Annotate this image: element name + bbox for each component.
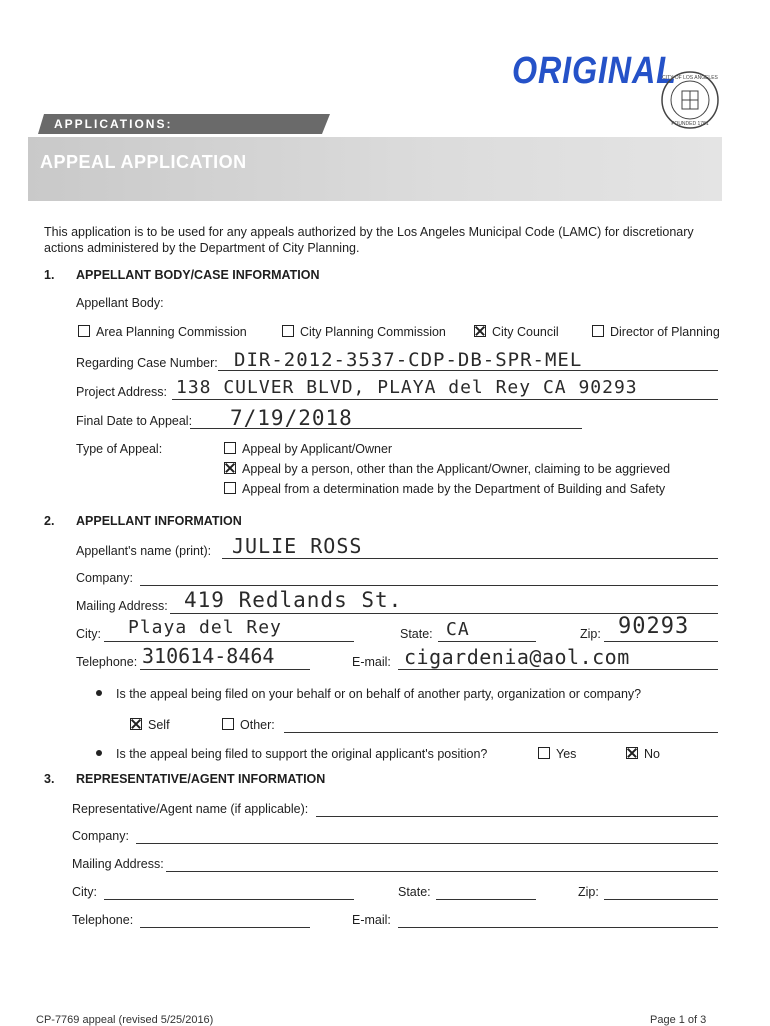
applications-label: APPLICATIONS: xyxy=(54,117,173,131)
rep-telephone-field[interactable] xyxy=(140,927,310,928)
checkbox-no[interactable] xyxy=(626,747,638,759)
email-label: E-mail: xyxy=(352,655,391,669)
zip-label: Zip: xyxy=(580,627,601,641)
zip-value[interactable]: 90293 xyxy=(618,614,690,639)
project-address-value[interactable]: 138 CULVER BLVD, PLAYA del Rey CA 90293 xyxy=(176,377,638,398)
checkbox-self[interactable] xyxy=(130,718,142,730)
svg-text:CITY OF LOS ANGELES: CITY OF LOS ANGELES xyxy=(662,75,718,81)
checkbox-director[interactable] xyxy=(592,325,604,337)
section-2-heading: APPELLANT INFORMATION xyxy=(76,514,242,528)
rep-zip-label: Zip: xyxy=(578,885,599,899)
state-value[interactable]: CA xyxy=(446,619,470,640)
body-option-city-council[interactable]: City Council xyxy=(474,325,559,339)
section-3-heading: REPRESENTATIVE/AGENT INFORMATION xyxy=(76,772,326,786)
page-title: APPEAL APPLICATION xyxy=(40,152,247,172)
checkbox-city-council[interactable] xyxy=(474,325,486,337)
case-number-value[interactable]: DIR-2012-3537-CDP-DB-SPR-MEL xyxy=(234,349,583,371)
checkbox-appeal-owner[interactable] xyxy=(224,442,236,454)
question-behalf: Is the appeal being filed on your behalf or on behalf of another party, organization or company? xyxy=(96,687,641,701)
project-address-label: Project Address: xyxy=(76,385,168,399)
rep-email-field[interactable] xyxy=(398,927,718,928)
bullet-icon xyxy=(96,750,102,756)
type-option-building[interactable]: Appeal from a determination made by the Department of Building and Safety xyxy=(224,482,665,496)
checkbox-city-planning[interactable] xyxy=(282,325,294,337)
rep-city-field[interactable] xyxy=(104,899,354,900)
rep-city-label: City: xyxy=(72,885,97,899)
intro-text: This application is to be used for any appeals authorized by the Los Angeles Municipal Code (LAMC) for discretionary actions administered by the Department of City Planning. xyxy=(44,225,694,255)
rep-company-field[interactable] xyxy=(136,843,718,844)
city-seal-icon xyxy=(660,70,720,130)
rep-state-field[interactable] xyxy=(436,899,536,900)
type-option-owner[interactable]: Appeal by Applicant/Owner xyxy=(224,442,392,456)
rep-zip-field[interactable] xyxy=(604,899,718,900)
svg-text:FOUNDED 1781: FOUNDED 1781 xyxy=(671,121,709,127)
footer-form-id: CP-7769 appeal (revised 5/25/2016) xyxy=(36,1014,214,1026)
rep-state-label: State: xyxy=(398,885,431,899)
state-label: State: xyxy=(400,627,433,641)
checkbox-appeal-building[interactable] xyxy=(224,482,236,494)
footer-page-number: Page 1 of 3 xyxy=(650,1014,707,1026)
city-label: City: xyxy=(76,627,101,641)
type-of-appeal-label: Type of Appeal: xyxy=(76,442,163,456)
appellant-name-value[interactable]: JULIE ROSS xyxy=(232,534,363,558)
option-other[interactable]: Other: xyxy=(222,718,275,732)
final-date-value[interactable]: 7/19/2018 xyxy=(230,406,353,430)
checkbox-yes[interactable] xyxy=(538,747,550,759)
rep-telephone-label: Telephone: xyxy=(72,913,134,927)
section-3-number: 3. xyxy=(44,772,55,786)
section-2-number: 2. xyxy=(44,514,55,528)
company-label: Company: xyxy=(76,571,133,585)
appellant-name-label: Appellant's name (print): xyxy=(76,544,212,558)
option-no[interactable]: No xyxy=(626,747,660,761)
telephone-value[interactable]: 310614-8464 xyxy=(142,644,275,668)
mailing-address-value[interactable]: 419 Redlands St. xyxy=(184,588,403,612)
city-value[interactable]: Playa del Rey xyxy=(128,617,282,638)
option-yes[interactable]: Yes xyxy=(538,747,576,761)
final-date-label: Final Date to Appeal: xyxy=(76,414,193,428)
section-1-heading: APPELLANT BODY/CASE INFORMATION xyxy=(76,268,320,282)
body-option-director[interactable]: Director of Planning xyxy=(592,325,720,339)
body-option-city-planning[interactable]: City Planning Commission xyxy=(282,325,446,339)
original-stamp: ORIGINAL xyxy=(512,50,677,92)
bullet-icon xyxy=(96,690,102,696)
rep-mailing-label: Mailing Address: xyxy=(72,857,164,871)
checkbox-area-planning[interactable] xyxy=(78,325,90,337)
email-value[interactable]: cigardenia@aol.com xyxy=(404,645,630,669)
case-number-label: Regarding Case Number: xyxy=(76,356,218,370)
question-support: Is the appeal being filed to support the original applicant's position? xyxy=(96,747,487,761)
section-1-number: 1. xyxy=(44,268,55,282)
body-option-area[interactable]: Area Planning Commission xyxy=(78,325,247,339)
checkbox-appeal-aggrieved[interactable] xyxy=(224,462,236,474)
other-field[interactable] xyxy=(284,732,718,733)
appellant-body-label: Appellant Body: xyxy=(76,296,164,310)
rep-company-label: Company: xyxy=(72,829,129,843)
rep-email-label: E-mail: xyxy=(352,913,391,927)
rep-name-label: Representative/Agent name (if applicable): xyxy=(72,802,309,816)
rep-mailing-field[interactable] xyxy=(166,871,718,872)
telephone-label: Telephone: xyxy=(76,655,138,669)
type-option-aggrieved[interactable]: Appeal by a person, other than the Applicant/Owner, claiming to be aggrieved xyxy=(224,462,670,476)
rep-name-field[interactable] xyxy=(316,816,718,817)
option-self[interactable]: Self xyxy=(130,718,170,732)
mailing-address-label: Mailing Address: xyxy=(76,599,168,613)
checkbox-other[interactable] xyxy=(222,718,234,730)
company-field[interactable] xyxy=(140,585,718,586)
